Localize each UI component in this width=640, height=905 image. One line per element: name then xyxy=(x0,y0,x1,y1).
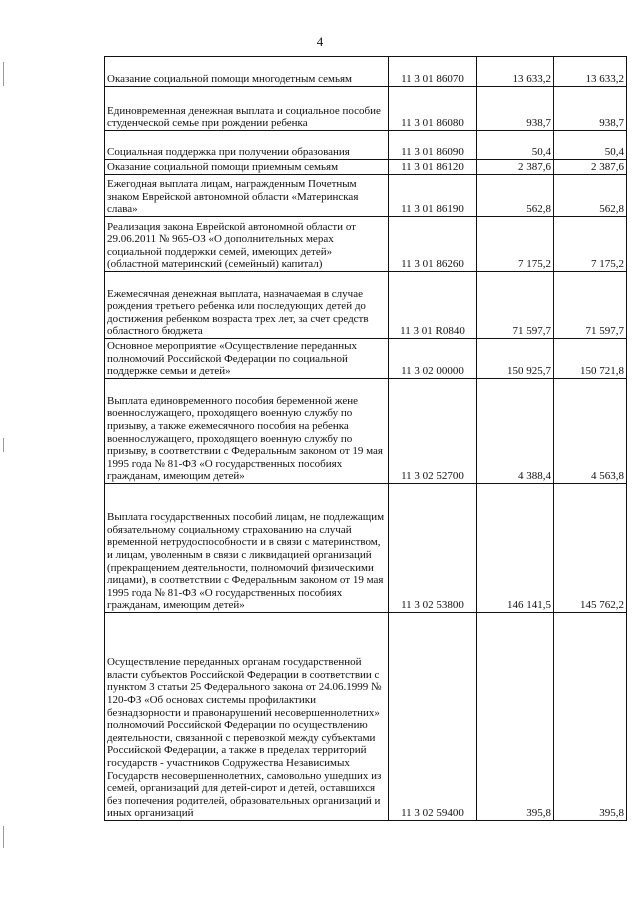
row-description: Основное мероприятие «Осуществление переданных полномочий Российской Федерации по социальной поддержке семьи и детей» xyxy=(105,339,389,379)
row-value-1: 146 141,5 xyxy=(477,484,554,613)
row-value-2: 50,4 xyxy=(554,131,627,160)
row-value-2: 2 387,6 xyxy=(554,160,627,175)
row-description: Ежемесячная денежная выплата, назначаемая в случае рождения третьего ребенка или последующих детей до достижения ребенком возраста трех лет, за счет средств областного бюджета xyxy=(105,272,389,339)
row-description: Оказание социальной помощи многодетным семьям xyxy=(105,57,389,87)
table-row xyxy=(105,613,627,821)
table-row xyxy=(105,131,627,160)
row-value-1: 7 175,2 xyxy=(477,217,554,272)
row-value-1: 50,4 xyxy=(477,131,554,160)
budget-table xyxy=(104,56,627,821)
table-row xyxy=(105,160,627,175)
row-code: 11 3 02 52700 xyxy=(389,379,477,484)
row-code: 11 3 02 53800 xyxy=(389,484,477,613)
row-description: Оказание социальной помощи приемным семьям xyxy=(105,160,389,175)
row-description: Единовременная денежная выплата и социальное пособие студенческой семье при рождении ребенка xyxy=(105,87,389,131)
row-code: 11 3 01 86070 xyxy=(389,57,477,87)
row-value-1: 562,8 xyxy=(477,175,554,217)
row-code: 11 3 01 R0840 xyxy=(389,272,477,339)
row-value-1: 938,7 xyxy=(477,87,554,131)
row-description: Осуществление переданных органам государственной власти субъектов Российской Федерации в соответствии с пунктом 3 статьи 25 Федерального закона от 24.06.1999 № 120-ФЗ «Об основах системы профилактики безнадзорности и правонарушений несовершеннолетних» полномочий Российской Федерации по осуществлению деятельности, связанной с перевозкой между субъектами Российской Федерации, а также в пределах территорий государств - участников Содружества Независимых Государств несовершеннолетних, самовольно ушедших из семей, организаций для детей-сирот и детей, оставшихся без попечения родителей, образовательных организаций и иных организаций xyxy=(105,613,389,821)
row-value-2: 395,8 xyxy=(554,613,627,821)
row-value-2: 7 175,2 xyxy=(554,217,627,272)
table-row xyxy=(105,339,627,379)
table-row xyxy=(105,217,627,272)
row-description: Выплата единовременного пособия беременной жене военнослужащего, проходящего военную службу по призыву, а также ежемесячного пособия на ребенка военнослужащего, проходящего военную службу по призыву, в соответствии с Федеральным законом от 19 мая 1995 года № 81-ФЗ «О государственных пособиях гражданам, имеющим детей» xyxy=(105,379,389,484)
row-code: 11 3 01 86260 xyxy=(389,217,477,272)
row-value-1: 71 597,7 xyxy=(477,272,554,339)
row-value-2: 938,7 xyxy=(554,87,627,131)
row-value-2: 71 597,7 xyxy=(554,272,627,339)
row-value-1: 395,8 xyxy=(477,613,554,821)
row-code: 11 3 01 86190 xyxy=(389,175,477,217)
row-value-1: 2 387,6 xyxy=(477,160,554,175)
table-row xyxy=(105,57,627,87)
row-value-1: 4 388,4 xyxy=(477,379,554,484)
margin-mark xyxy=(3,826,4,848)
table-row xyxy=(105,484,627,613)
row-description: Выплата государственных пособий лицам, не подлежащим обязательному социальному страхованию на случай временной нетрудоспособности и в связи с материнством, и лицам, уволенным в связи с ликвидацией организаций (прекращением деятельности, полномочий физическими лицами), в соответствии с Федеральным законом от 19 мая 1995 года № 81-ФЗ «О государственных пособиях гражданам, имеющим детей» xyxy=(105,484,389,613)
page-number: 4 xyxy=(316,34,324,49)
row-code: 11 3 01 86080 xyxy=(389,87,477,131)
margin-mark xyxy=(3,62,4,86)
row-description: Социальная поддержка при получении образования xyxy=(105,131,389,160)
row-value-2: 145 762,2 xyxy=(554,484,627,613)
row-code: 11 3 01 86120 xyxy=(389,160,477,175)
row-code: 11 3 02 00000 xyxy=(389,339,477,379)
margin-mark xyxy=(3,438,4,452)
row-value-1: 150 925,7 xyxy=(477,339,554,379)
row-code: 11 3 01 86090 xyxy=(389,131,477,160)
row-description: Ежегодная выплата лицам, награжденным Почетным знаком Еврейской автономной области «Материнская слава» xyxy=(105,175,389,217)
table-row xyxy=(105,87,627,131)
table-row xyxy=(105,175,627,217)
row-description: Реализация закона Еврейской автономной области от 29.06.2011 № 965-ОЗ «О дополнительных мерах социальной поддержки семей, имеющих детей» (областной материнский (семейный) капитал) xyxy=(105,217,389,272)
row-value-2: 4 563,8 xyxy=(554,379,627,484)
row-value-1: 13 633,2 xyxy=(477,57,554,87)
table-row xyxy=(105,272,627,339)
row-value-2: 13 633,2 xyxy=(554,57,627,87)
row-code: 11 3 02 59400 xyxy=(389,613,477,821)
table-row xyxy=(105,379,627,484)
row-value-2: 562,8 xyxy=(554,175,627,217)
row-value-2: 150 721,8 xyxy=(554,339,627,379)
